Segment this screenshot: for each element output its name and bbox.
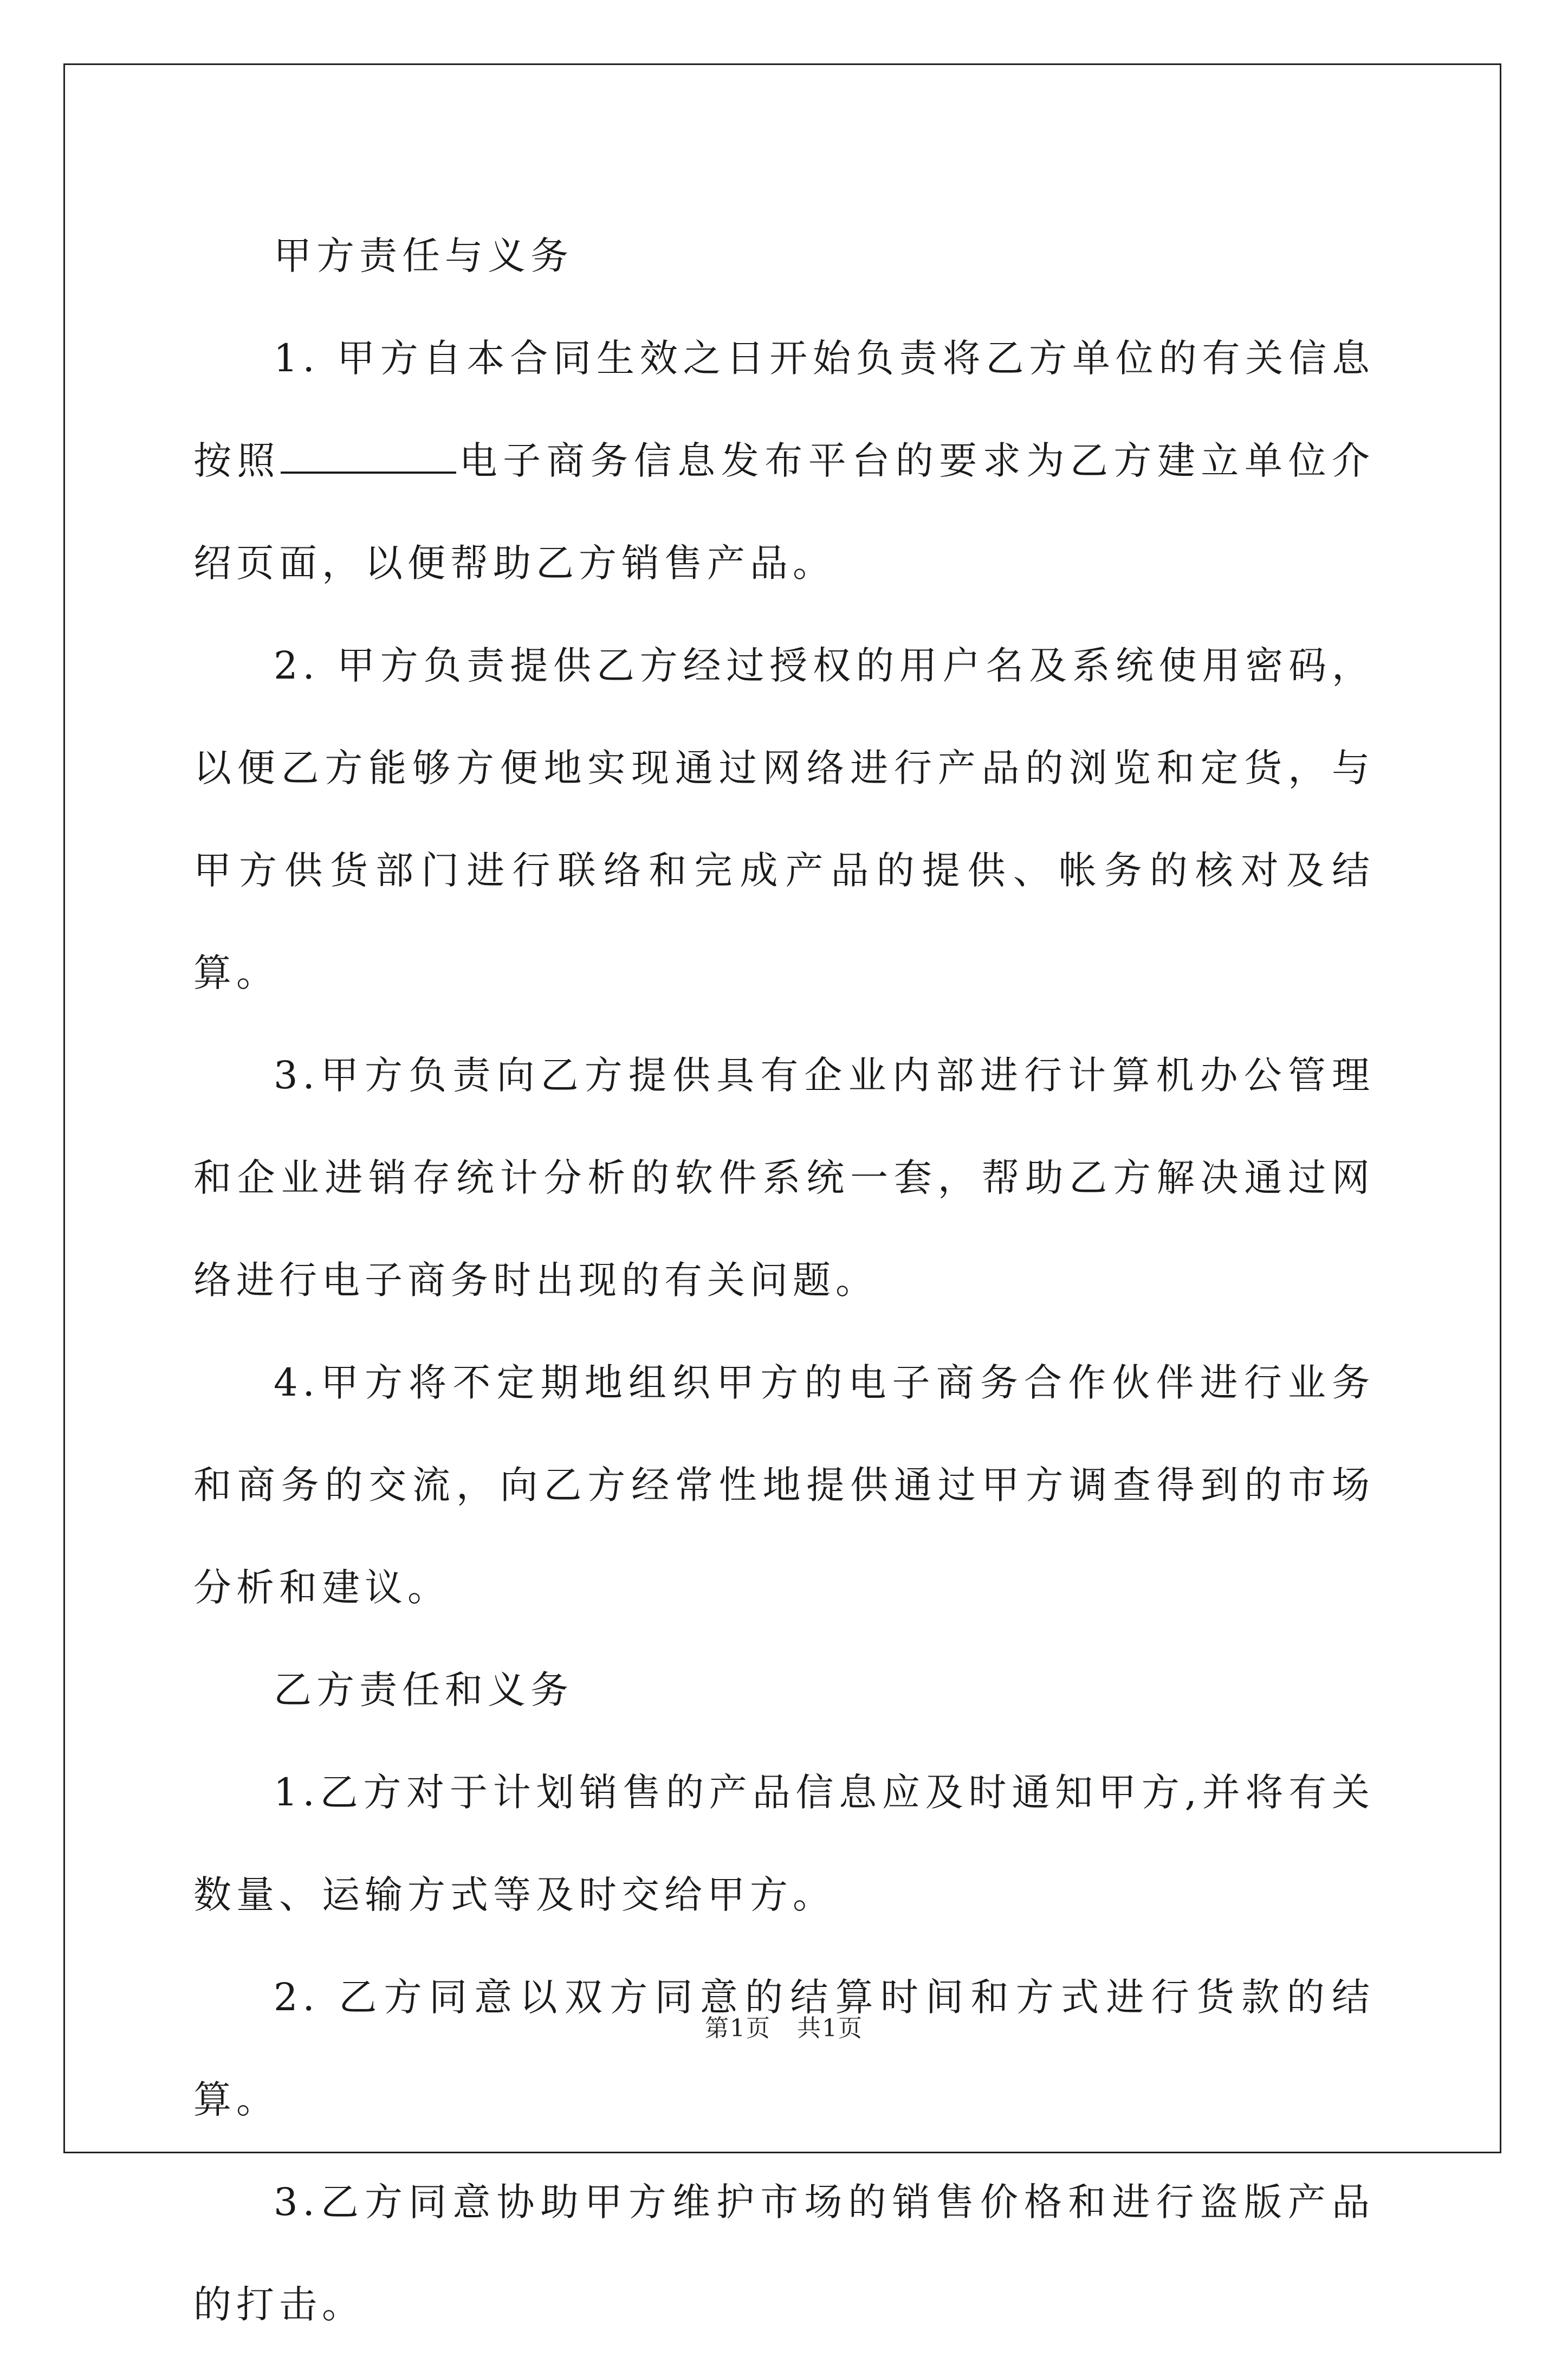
- section-heading-party-b: 乙方责任和义务: [274, 1668, 573, 1712]
- clause-text: 1. 甲方自本合同生效之日开始负责将乙方单位的有关信息按照: [193, 336, 1375, 483]
- party-a-clause-2: 2. 甲方负责提供乙方经过授权的用户名及系统使用密码，以便乙方能够方便地实现通过网络进行产品的浏览和定货，与甲方供货部门进行联络和完成产品的提供、帐务的核对及结算。: [193, 643, 1375, 995]
- party-a-clause-3: 3.甲方负责向乙方提供具有企业内部进行计算机办公管理和企业进销存统计分析的软件系统一套，帮助乙方解决通过网络进行电子商务时出现的有关问题。: [193, 1053, 1375, 1302]
- party-a-clause-4: 4.甲方将不定期地组织甲方的电子商务合作伙伴进行业务和商务的交流，向乙方经常性地提供通过甲方调查得到的市场分析和建议。: [193, 1360, 1375, 1610]
- party-b-clause-2: 2. 乙方同意以双方同意的结算时间和方式进行货款的结算。: [193, 1975, 1375, 2122]
- section-heading-party-a: 甲方责任与义务: [274, 234, 573, 278]
- clause-text: 电子商务信息发布平台的要求为乙方建立单位介绍页面，以便帮助乙方销售产品。: [193, 438, 1375, 585]
- page-number-footer: 第1页 共1页: [705, 2015, 863, 2042]
- party-b-clause-1: 1.乙方对于计划销售的产品信息应及时通知甲方,并将有关数量、运输方式等及时交给甲方。: [193, 1770, 1375, 1917]
- fill-in-blank: [281, 436, 456, 474]
- party-b-clause-3: 3.乙方同意协助甲方维护市场的销售价格和进行盗版产品的打击。: [193, 2180, 1375, 2327]
- party-a-clause-1: [193, 307, 1375, 615]
